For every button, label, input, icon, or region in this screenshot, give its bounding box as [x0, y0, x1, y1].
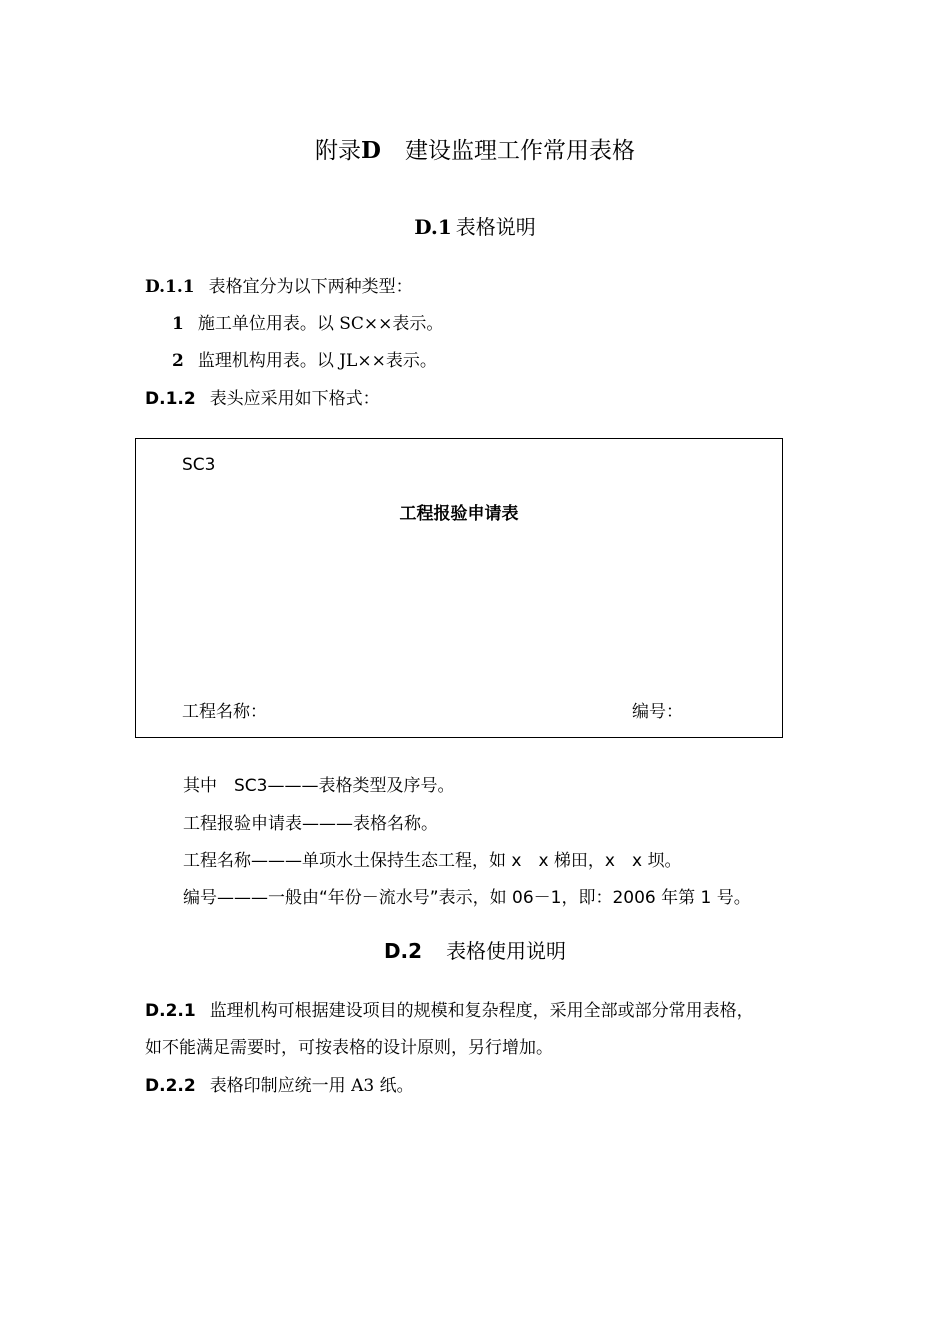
title-letter: D	[361, 137, 381, 164]
section-d2-number: D.2	[383, 939, 423, 963]
explanation-line: 工程名称———单项水土保持生态工程，如 x x 梯田，x x 坝。	[183, 851, 682, 871]
page-title	[0, 132, 950, 165]
number-label: 编号：	[632, 702, 683, 722]
clause-d221-text: 监理机构可根据建设项目的规模和复杂程度，采用全部或部分常用表格，	[209, 1001, 754, 1021]
clause-d221	[145, 996, 754, 1021]
form-code: SC3	[182, 455, 216, 475]
clause-d221-number: D.2.1	[145, 1001, 196, 1021]
list-item-1-number: 1	[172, 314, 184, 334]
explanation-line: 编号———一般由“年份－流水号”表示，如 06－1，即：2006 年第 1 号。	[183, 888, 751, 908]
section-d1-title: 表格说明	[455, 215, 536, 239]
clause-d221-continuation: 如不能满足需要时，可按表格的设计原则，另行增加。	[145, 1038, 553, 1058]
project-name-label: 工程名称：	[182, 702, 267, 722]
list-item-1-text: 施工单位用表。以 SC××表示。	[197, 314, 444, 334]
section-d2-title: 表格使用说明	[446, 939, 567, 963]
clause-d222-number: D.2.2	[145, 1076, 196, 1096]
form-header-sample	[135, 438, 783, 738]
clause-d112	[145, 384, 380, 409]
list-item-2-text: 监理机构用表。以 JL××表示。	[197, 351, 437, 371]
list-item-1	[172, 309, 443, 334]
explanation-line: 工程报验申请表———表格名称。	[183, 814, 438, 834]
section-d2-heading	[0, 935, 950, 964]
clause-d222	[145, 1071, 414, 1096]
section-d1-heading	[0, 211, 950, 240]
clause-d111	[145, 272, 413, 297]
list-item-2	[172, 346, 437, 371]
explanation-line: 其中 SC3———表格类型及序号。	[183, 776, 455, 796]
clause-d112-text: 表头应采用如下格式：	[209, 389, 380, 409]
title-text: 建设监理工作常用表格	[404, 138, 635, 164]
form-name: 工程报验申请表	[399, 504, 519, 524]
section-d1-number: D.1	[414, 215, 452, 239]
title-prefix: 附录	[315, 138, 362, 164]
clause-d222-text: 表格印制应统一用 A3 纸。	[209, 1076, 414, 1096]
clause-d111-number: D.1.1	[145, 277, 195, 297]
clause-d111-text: 表格宜分为以下两种类型：	[208, 277, 413, 297]
clause-d112-number: D.1.2	[145, 389, 196, 409]
list-item-2-number: 2	[172, 351, 184, 371]
